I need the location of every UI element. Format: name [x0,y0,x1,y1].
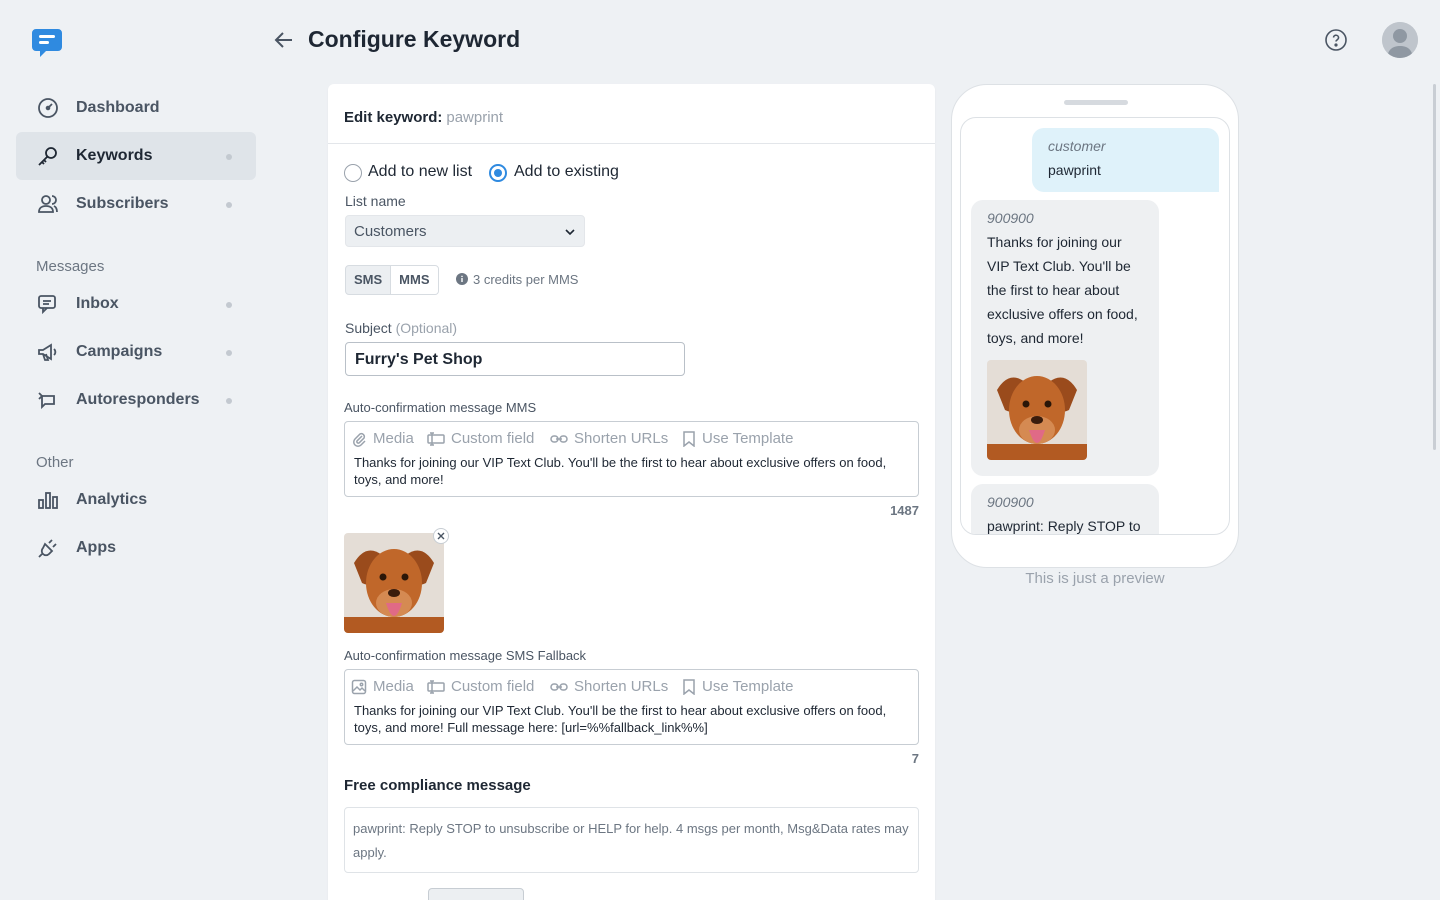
phone-screen [960,117,1230,535]
subject-label [345,320,457,336]
use-template-label: Use Template [702,430,794,447]
radio-new-label: Add to new list [368,163,473,180]
use-template-button[interactable] [682,678,793,695]
inbox-icon [36,292,60,316]
card-header [328,84,935,144]
compliance-heading: Free compliance message [344,777,531,794]
sidebar-item-label: Autoresponders [76,391,200,408]
radio-add-to-new-list[interactable] [344,164,362,182]
shorten-urls-label: Shorten URLs [574,430,669,447]
sidebar-item-apps[interactable] [16,524,256,572]
status-dot [226,350,232,356]
subject-value: Furry's Pet Shop [355,351,483,368]
use-template-label: Use Template [702,678,794,695]
bubble-text: pawprint: Reply STOP to [987,518,1141,534]
bubble-sender: 900900 [987,210,1034,226]
sidebar-item-label: Apps [76,539,116,556]
keyword-value: pawprint [446,109,504,126]
sidebar-item-label: Analytics [76,491,148,508]
sms-fallback-text[interactable]: Thanks for joining our VIP Text Club. You'll be the first to hear about exclusive offers on food, toys, and more! Full message here: [url=%%fallback_link%%] [354,703,887,735]
mms-toggle[interactable]: MMS [390,266,437,294]
mms-message-editor[interactable] [344,421,919,497]
media-button[interactable] [351,678,414,695]
sidebar-item-label: Keywords [76,147,153,164]
bubble-text: pawprint [1048,162,1101,178]
sidebar-item-label: Campaigns [76,343,163,360]
custom-field-label: Custom field [451,678,535,695]
back-arrow-icon[interactable] [272,28,296,52]
custom-field-button[interactable] [427,430,534,447]
phone-preview [951,84,1239,568]
mms-message-text[interactable]: Thanks for joining our VIP Text Club. You'll be the first to hear about exclusive offers on food, toys, and more! [354,455,887,487]
sms-fallback-editor[interactable] [344,669,919,745]
user-avatar-icon [1382,22,1418,58]
status-dot [226,154,232,160]
section-heading-messages: Messages [36,258,105,275]
shorten-urls-button[interactable] [550,430,668,447]
dog-photo [987,360,1087,460]
page-title: Configure Keyword [308,26,521,52]
bubble-image [987,360,1087,460]
bubble-sender: 900900 [987,494,1034,510]
media-label: Media [373,678,414,695]
bookmark-icon [682,679,696,695]
optional-tag: (Optional) [395,320,458,336]
credits-info: 3 credits per MMS [473,272,579,287]
key-icon [36,144,60,168]
avatar[interactable] [1382,22,1418,58]
list-name-select[interactable] [345,215,585,247]
status-dot [226,202,232,208]
phone-speaker [1064,100,1128,105]
dog-photo [344,533,444,633]
sidebar-item-dashboard[interactable] [16,84,256,132]
custom-field-icon [427,431,445,447]
radio-existing-label: Add to existing [514,163,619,180]
bookmark-icon [682,431,696,447]
sidebar-item-keywords[interactable] [16,132,256,180]
plug-icon [36,536,60,560]
status-dot [226,302,232,308]
remove-media-button[interactable] [433,528,449,544]
sms-fallback-label: Auto-confirmation message SMS Fallback [344,648,587,663]
use-template-button[interactable] [682,430,793,447]
subject-label-text: Subject [345,320,392,336]
subscribers-icon [36,192,60,216]
media-button[interactable] [351,430,414,447]
custom-field-label: Custom field [451,430,535,447]
subject-input[interactable] [345,342,685,376]
keyword-config-card [328,84,935,900]
compliance-message-box [344,807,919,873]
preview-note: This is just a preview [1025,570,1165,587]
image-icon [351,679,367,695]
sidebar-item-label: Inbox [76,295,119,312]
media-label: Media [373,430,414,447]
sidebar-item-label: Dashboard [76,99,160,116]
sidebar-item-subscribers[interactable] [16,180,256,228]
incoming-bubble [971,200,1159,476]
section-heading-other: Other [36,454,74,471]
bubble-text: Thanks for joining our VIP Text Club. You'll be the first to hear about exclusive offers on food, toys, and more! [987,234,1138,346]
megaphone-icon [36,340,60,364]
autoresponder-icon [36,388,60,412]
analytics-icon [36,488,60,512]
custom-field-icon [427,679,445,695]
bubble-sender: customer [1048,138,1106,154]
page-scrollbar[interactable] [1433,84,1436,450]
sms-toggle[interactable]: SMS [354,272,383,287]
link-icon [550,679,568,695]
link-icon [550,431,568,447]
sidebar-item-label: Subscribers [76,195,169,212]
chevron-down-icon [564,226,576,238]
attached-media-thumbnail[interactable] [344,533,444,633]
sidebar-item-inbox[interactable] [16,280,256,328]
compliance-message-text: pawprint: Reply STOP to unsubscribe or HELP for help. 4 msgs per month, Msg&Data rates may apply. [353,821,909,860]
help-icon[interactable] [1324,28,1348,52]
message-type-toggle [345,265,439,295]
mms-char-count: 1487 [890,503,919,518]
sidebar-item-analytics[interactable] [16,476,256,524]
sidebar-item-autoresponders[interactable] [16,376,256,424]
list-name-value: Customers [354,223,427,240]
incoming-bubble [971,484,1159,535]
sms-char-count: 7 [911,751,919,766]
brand-logo[interactable] [30,26,64,60]
close-icon [434,529,448,543]
radio-add-to-existing[interactable] [489,164,507,182]
paperclip-icon [351,431,367,447]
mms-message-label: Auto-confirmation message MMS [344,400,537,415]
custom-field-button[interactable] [427,678,534,695]
shorten-urls-label: Shorten URLs [574,678,669,695]
info-icon [456,273,468,285]
dashboard-icon [36,96,60,120]
shorten-urls-button[interactable] [550,678,668,695]
sidebar-item-campaigns[interactable] [16,328,256,376]
edit-keyword-label [344,109,503,126]
list-name-label: List name [345,193,406,209]
partial-control[interactable] [428,888,524,900]
status-dot [226,398,232,404]
edit-keyword-title: Edit keyword: [344,109,443,126]
outgoing-bubble [1032,128,1219,192]
